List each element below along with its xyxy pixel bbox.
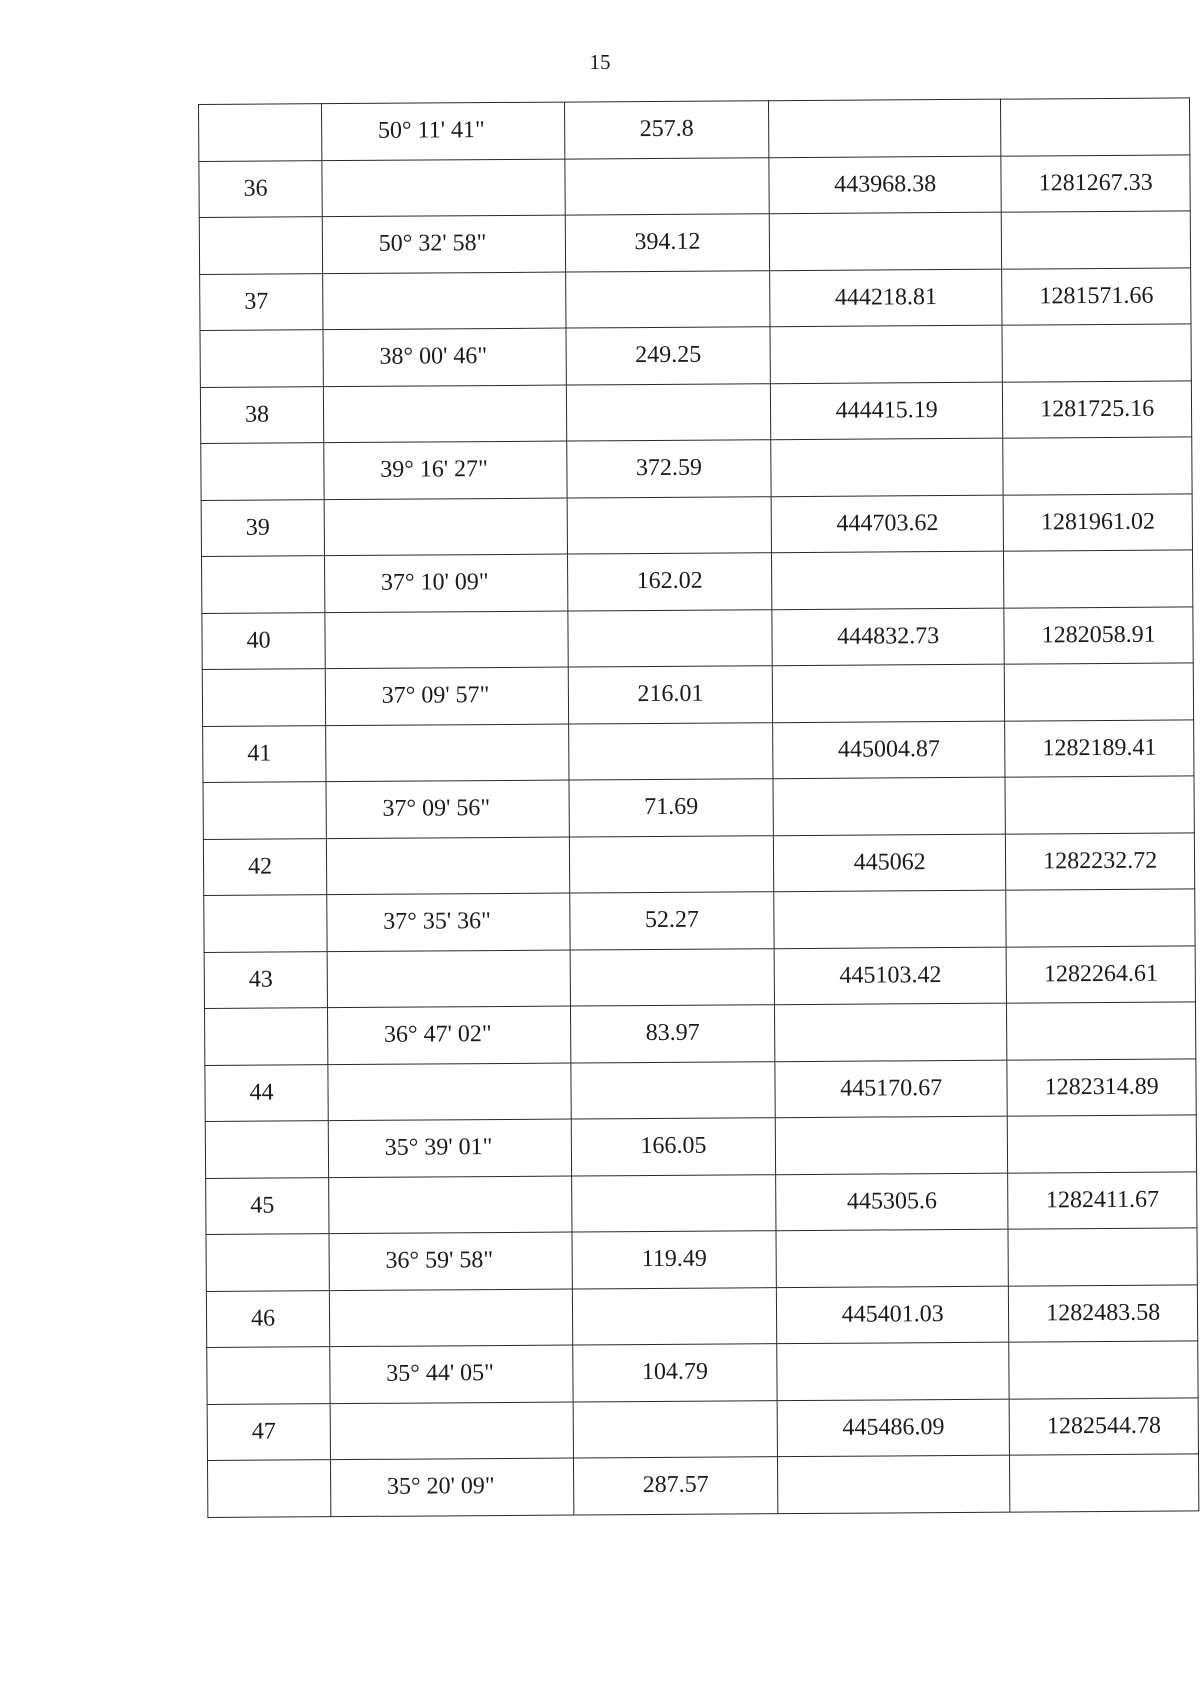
bearing-cell [325, 724, 569, 782]
easting-cell: 1282264.61 [1007, 945, 1196, 1003]
easting-cell: 1282058.91 [1004, 606, 1193, 664]
point-number-cell: 41 [203, 725, 326, 782]
easting-cell: 1282314.89 [1007, 1058, 1196, 1116]
table-row [203, 719, 1194, 782]
easting-cell [1002, 211, 1191, 269]
table-row [204, 945, 1195, 1008]
distance-cell [568, 609, 772, 667]
distance-cell [565, 157, 769, 215]
bearing-cell: 39° 16' 27" [324, 441, 568, 499]
northing-cell [774, 890, 1007, 948]
easting-cell [1004, 550, 1193, 608]
bearing-cell: 37° 10' 09" [324, 554, 568, 612]
point-number-cell [203, 782, 326, 839]
distance-cell: 162.02 [568, 553, 772, 611]
northing-cell: 445103.42 [774, 947, 1007, 1005]
survey-coordinate-table [198, 97, 1199, 1517]
point-number-cell: 39 [201, 499, 324, 556]
distance-cell: 166.05 [571, 1118, 775, 1176]
bearing-cell: 36° 47' 02" [327, 1006, 571, 1064]
easting-cell: 1281267.33 [1001, 154, 1190, 212]
point-number-cell [202, 669, 325, 726]
distance-cell [573, 1400, 777, 1458]
easting-cell [1003, 437, 1192, 495]
easting-cell: 1282544.78 [1010, 1397, 1199, 1455]
distance-cell: 216.01 [568, 666, 772, 724]
easting-cell: 1282189.41 [1005, 719, 1194, 777]
northing-cell [769, 212, 1002, 270]
bearing-cell: 37° 09' 56" [326, 780, 570, 838]
distance-cell: 104.79 [573, 1344, 777, 1402]
northing-cell [775, 1116, 1008, 1174]
easting-cell: 1282483.58 [1009, 1284, 1198, 1342]
easting-cell [1005, 663, 1194, 721]
point-number-cell [207, 1460, 330, 1517]
table-row [204, 1002, 1195, 1065]
point-number-cell [200, 330, 323, 387]
table-row [202, 606, 1193, 669]
northing-cell: 445305.6 [776, 1173, 1009, 1231]
bearing-cell [323, 385, 567, 443]
northing-cell [777, 1342, 1010, 1400]
easting-cell: 1281961.02 [1004, 493, 1193, 551]
table-row [199, 98, 1190, 161]
northing-cell: 445486.09 [777, 1399, 1010, 1457]
bearing-cell [328, 1176, 572, 1234]
easting-cell: 1282411.67 [1008, 1171, 1197, 1229]
northing-cell: 444832.73 [772, 608, 1005, 666]
table-row [205, 1115, 1196, 1178]
northing-cell: 445170.67 [775, 1060, 1008, 1118]
point-number-cell: 45 [206, 1177, 329, 1234]
northing-cell [776, 1229, 1009, 1287]
bearing-cell: 36° 59' 58" [329, 1232, 573, 1290]
bearing-cell [327, 950, 571, 1008]
distance-cell: 71.69 [569, 779, 773, 837]
table-row [199, 211, 1190, 274]
distance-cell [570, 948, 774, 1006]
easting-cell [1010, 1454, 1199, 1512]
northing-cell: 444415.19 [770, 382, 1003, 440]
northing-cell [772, 664, 1005, 722]
easting-cell [1008, 1228, 1197, 1286]
northing-cell [770, 325, 1003, 383]
point-number-cell [204, 895, 327, 952]
distance-cell: 249.25 [566, 327, 770, 385]
point-number-cell [199, 104, 322, 161]
easting-cell: 1281571.66 [1002, 267, 1191, 325]
distance-cell: 372.59 [567, 440, 771, 498]
bearing-cell: 37° 35' 36" [327, 893, 571, 951]
bearing-cell: 50° 32' 58" [322, 215, 566, 273]
distance-cell [567, 496, 771, 554]
bearing-cell: 35° 20' 09" [330, 1458, 574, 1516]
distance-cell [566, 270, 770, 328]
bearing-cell [329, 1289, 573, 1347]
northing-cell [775, 1003, 1008, 1061]
table-row [207, 1397, 1198, 1460]
table-row [203, 776, 1194, 839]
point-number-cell: 40 [202, 612, 325, 669]
point-number-cell: 37 [200, 273, 323, 330]
easting-cell [1009, 1341, 1198, 1399]
bearing-cell [322, 272, 566, 330]
distance-cell: 83.97 [571, 1005, 775, 1063]
northing-cell: 445062 [773, 834, 1006, 892]
distance-cell [569, 835, 773, 893]
table-row [201, 437, 1192, 500]
page-number: 15 [589, 50, 611, 74]
table-row [199, 154, 1190, 217]
distance-cell: 119.49 [572, 1231, 776, 1289]
distance-cell [572, 1174, 776, 1232]
bearing-cell: 38° 00' 46" [323, 328, 567, 386]
point-number-cell: 47 [207, 1403, 330, 1460]
point-number-cell [201, 443, 324, 500]
northing-cell: 445401.03 [776, 1286, 1009, 1344]
point-number-cell [202, 556, 325, 613]
distance-cell [566, 383, 770, 441]
bearing-cell [324, 498, 568, 556]
bearing-cell [330, 1402, 574, 1460]
distance-cell [572, 1287, 776, 1345]
point-number-cell: 42 [203, 838, 326, 895]
easting-cell [1005, 776, 1194, 834]
northing-cell [771, 438, 1004, 496]
easting-cell: 1282232.72 [1006, 832, 1195, 890]
table-row [205, 1058, 1196, 1121]
northing-cell: 444218.81 [770, 269, 1003, 327]
point-number-cell: 44 [205, 1064, 328, 1121]
bearing-cell: 37° 09' 57" [325, 667, 569, 725]
bearing-cell [326, 837, 570, 895]
bearing-cell: 35° 44' 05" [330, 1345, 574, 1403]
bearing-cell: 35° 39' 01" [328, 1119, 572, 1177]
easting-cell [1001, 98, 1190, 156]
distance-cell [569, 722, 773, 780]
distance-cell: 394.12 [565, 214, 769, 272]
easting-cell: 1281725.16 [1003, 380, 1192, 438]
point-number-cell [207, 1347, 330, 1404]
table-row [206, 1171, 1197, 1234]
table-row [201, 493, 1192, 556]
point-number-cell [206, 1234, 329, 1291]
table-body [199, 98, 1199, 1517]
table-row [207, 1341, 1198, 1404]
table-row [204, 889, 1195, 952]
easting-cell [1006, 889, 1195, 947]
point-number-cell: 43 [204, 951, 327, 1008]
point-number-cell: 38 [200, 386, 323, 443]
distance-cell: 52.27 [570, 892, 774, 950]
point-number-cell: 46 [206, 1290, 329, 1347]
distance-cell: 257.8 [565, 101, 769, 159]
table-row [200, 324, 1191, 387]
point-number-cell [205, 1121, 328, 1178]
table-row [207, 1454, 1198, 1517]
northing-cell: 445004.87 [773, 721, 1006, 779]
point-number-cell [204, 1008, 327, 1065]
table-row [203, 832, 1194, 895]
distance-cell [571, 1061, 775, 1119]
table-row [200, 267, 1191, 330]
point-number-cell: 36 [199, 160, 322, 217]
northing-cell [769, 99, 1002, 157]
bearing-cell: 50° 11' 41" [321, 102, 565, 160]
northing-cell [772, 551, 1005, 609]
easting-cell [1007, 1002, 1196, 1060]
bearing-cell [322, 159, 566, 217]
northing-cell: 444703.62 [771, 495, 1004, 553]
northing-cell [773, 777, 1006, 835]
table-row [200, 380, 1191, 443]
table-row [206, 1284, 1197, 1347]
bearing-cell [325, 611, 569, 669]
point-number-cell [199, 217, 322, 274]
bearing-cell [328, 1063, 572, 1121]
table-row [202, 663, 1193, 726]
table-row [206, 1228, 1197, 1291]
northing-cell [777, 1455, 1010, 1513]
northing-cell: 443968.38 [769, 156, 1002, 214]
table-row [202, 550, 1193, 613]
distance-cell: 287.57 [574, 1457, 778, 1515]
easting-cell [1008, 1115, 1197, 1173]
easting-cell [1002, 324, 1191, 382]
